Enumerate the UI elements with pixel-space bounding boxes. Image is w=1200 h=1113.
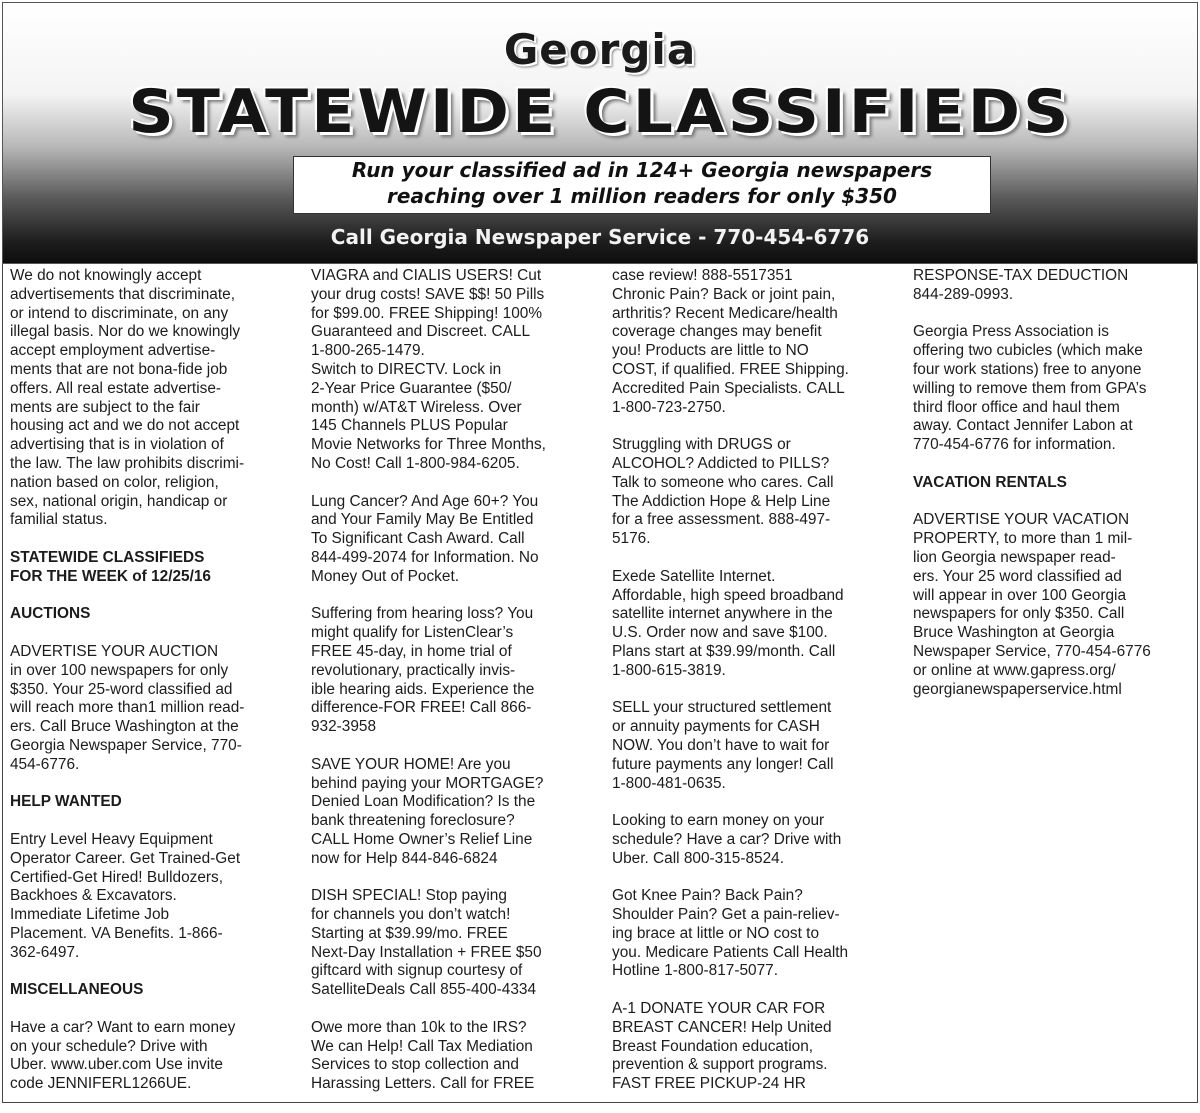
text-line: CALL Home Owner’s Relief Line — [311, 830, 533, 848]
section-heading-auctions: AUCTIONS — [10, 605, 91, 623]
text-line: might qualify for ListenClear’s — [311, 624, 514, 642]
ad-heavy-equipment — [10, 831, 292, 963]
section-heading-miscellaneous: MISCELLANEOUS — [10, 981, 144, 999]
text-line: $350. Your 25-word classified ad — [10, 680, 233, 698]
text-line: Guaranteed and Discreet. CALL — [311, 323, 531, 341]
ad-directv — [311, 361, 593, 474]
text-line: ALCOHOL? Addicted to PILLS? — [612, 454, 830, 472]
text-line: 844-289-0993. — [913, 285, 1014, 303]
text-line: U.S. Order now and save $100. — [612, 624, 828, 642]
text-line: revolutionary, practically invis- — [311, 661, 516, 679]
text-line: offers. All real estate advertise- — [10, 379, 222, 397]
text-line: 1-800-723-2750. — [612, 398, 726, 416]
text-line: 1-800-615-3819. — [612, 661, 726, 679]
text-line: To Significant Cash Award. Call — [311, 530, 525, 548]
text-line: newspapers for only $350. Call — [913, 605, 1125, 623]
ad-lung-cancer — [311, 493, 593, 587]
ad-vacation-property — [913, 511, 1195, 699]
text-line: ADVERTISE YOUR AUCTION — [10, 642, 219, 660]
text-line: ments are subject to the fair — [10, 398, 200, 416]
text-line: Placement. VA Benefits. 1-866- — [10, 924, 223, 942]
text-line: Services to stop collection and — [311, 1056, 519, 1074]
text-line: Looking to earn money on your — [612, 812, 825, 830]
text-line: Shoulder Pain? Get a pain-reliev- — [612, 906, 840, 924]
classifieds-columns — [2, 264, 1198, 1103]
text-line: the law. The law prohibits discrimi- — [10, 454, 245, 472]
column-3 — [612, 267, 894, 1113]
text-line: advertisements that discriminate, — [10, 285, 235, 303]
text-line: Immediate Lifetime Job — [10, 906, 170, 924]
promo-line-2: reaching over 1 million readers for only $350 — [387, 184, 897, 208]
text-line: willing to remove them from GPA’s — [913, 379, 1147, 397]
text-line: Uber. www.uber.com Use invite — [10, 1056, 223, 1074]
banner-title-georgia: Georgia — [503, 25, 697, 74]
text-line: coverage changes may benefit — [612, 323, 822, 341]
text-line: 362-6497. — [10, 943, 80, 961]
text-line: housing act and we do not accept — [10, 417, 240, 435]
text-line: will appear in over 100 Georgia — [913, 586, 1127, 604]
text-line: RESPONSE-TAX DEDUCTION — [913, 267, 1129, 284]
text-line: No Cost! Call 1-800-984-6205. — [311, 454, 520, 472]
ad-uber-drive — [612, 812, 894, 868]
text-line: away. Contact Jennifer Labon at — [913, 417, 1133, 435]
ad-viagra — [311, 267, 593, 361]
text-line: Bruce Washington at Georgia — [913, 624, 1115, 642]
text-line: Newspaper Service, 770-454-6776 — [913, 642, 1151, 660]
promo-box — [293, 156, 991, 214]
text-line: four work stations) free to anyone — [913, 360, 1142, 378]
text-line: The Addiction Hope & Help Line — [612, 492, 831, 510]
text-line: georgianewspaperservice.html — [913, 680, 1122, 698]
text-line: ing brace at little or NO cost to — [612, 924, 820, 942]
ad-donate-car — [612, 1000, 894, 1094]
text-line: ADVERTISE YOUR VACATION — [913, 511, 1130, 529]
ad-addiction-help — [612, 436, 894, 549]
text-line: ers. Call Bruce Washington at the — [10, 718, 239, 736]
text-line: third floor office and haul them — [913, 398, 1120, 416]
text-line: DISH SPECIAL! Stop paying — [311, 887, 507, 905]
disclaimer-paragraph — [10, 267, 292, 530]
text-line: We do not knowingly accept — [10, 267, 202, 284]
text-line: or annuity payments for CASH — [612, 718, 820, 736]
text-line: behind paying your MORTGAGE? — [311, 774, 544, 792]
text-line: prevention & support programs. — [612, 1056, 828, 1074]
text-line: FOR THE WEEK of 12/25/16 — [10, 567, 211, 585]
section-heading-help-wanted: HELP WANTED — [10, 793, 122, 811]
text-line: advertising that is in violation of — [10, 436, 224, 454]
text-line: Next-Day Installation + FREE $50 — [311, 943, 542, 961]
text-line: nation based on color, religion, — [10, 473, 219, 491]
text-line: difference-FOR FREE! Call 866- — [311, 699, 532, 717]
promo-line-1: Run your classified ad in 124+ Georgia newspapers — [351, 158, 933, 182]
ad-uber-invite — [10, 1019, 292, 1094]
text-line: FAST FREE PICKUP-24 HR — [612, 1075, 806, 1093]
text-line: giftcard with signup courtesy of — [311, 962, 523, 980]
text-line: you. Medicare Patients Call Health — [612, 943, 849, 961]
text-line: ible hearing aids. Experience the — [311, 680, 535, 698]
ad-dish-special — [311, 887, 593, 1000]
text-line: Owe more than 10k to the IRS? — [311, 1018, 527, 1036]
text-line: illegal basis. Nor do we knowingly — [10, 323, 241, 341]
text-line: SAVE YOUR HOME! Are you — [311, 755, 511, 773]
text-line: Georgia Newspaper Service, 770- — [10, 736, 242, 754]
text-line: Entry Level Heavy Equipment — [10, 830, 213, 848]
ad-case-review — [612, 267, 894, 286]
text-line: 145 Channels PLUS Popular — [311, 417, 508, 435]
text-line: will reach more than1 million read- — [10, 699, 245, 717]
text-line: offering two cubicles (which make — [913, 342, 1143, 360]
text-line: sex, national origin, handicap or — [10, 492, 228, 510]
column-1 — [10, 267, 292, 1113]
text-line: future payments any longer! Call — [612, 755, 834, 773]
banner-phone-line: Call Georgia Newspaper Service - 770-454-6776 — [330, 225, 870, 249]
text-line: Affordable, high speed broadband — [612, 586, 844, 604]
banner-title-main: STATEWIDE CLASSIFIEDS — [128, 77, 1072, 147]
text-line: you! Products are little to NO — [612, 342, 809, 360]
ad-irs-help — [311, 1019, 593, 1094]
text-line: Uber. Call 800-315-8524. — [612, 849, 784, 867]
text-line: arthritis? Recent Medicare/health — [612, 304, 838, 322]
text-line: Hotline 1-800-817-5077. — [612, 962, 778, 980]
text-line: Got Knee Pain? Back Pain? — [612, 887, 803, 905]
text-line: for $99.00. FREE Shipping! 100% — [311, 304, 543, 322]
text-line: schedule? Have a car? Drive with — [612, 830, 842, 848]
section-heading-vacation-rentals: VACATION RENTALS — [913, 473, 1067, 491]
text-line: STATEWIDE CLASSIFIEDS — [10, 548, 205, 566]
ad-chronic-pain — [612, 286, 894, 418]
text-line: Lung Cancer? And Age 60+? You — [311, 492, 539, 510]
text-line: Breast Foundation education, — [612, 1037, 814, 1055]
text-line: familial status. — [10, 511, 108, 529]
column-2 — [311, 267, 593, 1113]
text-line: FREE 45-day, in home trial of — [311, 642, 512, 660]
text-line: 5176. — [612, 530, 651, 548]
text-line: We can Help! Call Tax Mediation — [311, 1037, 533, 1055]
text-line: VIAGRA and CIALIS USERS! Cut — [311, 267, 542, 284]
text-line: Have a car? Want to earn money — [10, 1018, 236, 1036]
text-line: accept employment advertise- — [10, 342, 216, 360]
text-line: Certified-Get Hired! Bulldozers, — [10, 868, 223, 886]
ad-auctions — [10, 643, 292, 775]
text-line: BREAST CANCER! Help United — [612, 1018, 832, 1036]
text-line: Plans start at $39.99/month. Call — [612, 642, 836, 660]
text-line: Struggling with DRUGS or — [612, 436, 791, 454]
text-line: COST, if qualified. FREE Shipping. — [612, 360, 849, 378]
text-line: lion Georgia newspaper read- — [913, 548, 1116, 566]
text-line: in over 100 newspapers for only — [10, 661, 229, 679]
text-line: Money Out of Pocket. — [311, 567, 459, 585]
text-line: Switch to DIRECTV. Lock in — [311, 360, 502, 378]
text-line: or online at www.gapress.org/ — [913, 661, 1116, 679]
text-line: 770-454-6776 for information. — [913, 436, 1116, 454]
text-line: ments that are not bona-fide job — [10, 360, 228, 378]
text-line: PROPERTY, to more than 1 mil- — [913, 530, 1133, 548]
text-line: 1-800-481-0635. — [612, 774, 726, 792]
text-line: NOW. You don’t have to wait for — [612, 736, 830, 754]
text-line: Exede Satellite Internet. — [612, 567, 776, 585]
header-banner — [2, 2, 1198, 264]
text-line: SELL your structured settlement — [612, 699, 832, 717]
text-line: Backhoes & Excavators. — [10, 887, 177, 905]
text-line: and Your Family May Be Entitled — [311, 511, 534, 529]
ad-cubicles — [913, 323, 1195, 455]
text-line: A-1 DONATE YOUR CAR FOR — [612, 1000, 826, 1018]
text-line: bank threatening foreclosure? — [311, 812, 515, 830]
text-line: 454-6776. — [10, 755, 80, 773]
text-line: Accredited Pain Specialists. CALL — [612, 379, 845, 397]
text-line: for a free assessment. 888-497- — [612, 511, 831, 529]
text-line: Suffering from hearing loss? You — [311, 605, 534, 623]
text-line: ers. Your 25 word classified ad — [913, 567, 1122, 585]
week-heading — [10, 549, 292, 587]
ad-hearing-loss — [311, 605, 593, 737]
column-4 — [913, 267, 1195, 718]
text-line: 1-800-265-1479. — [311, 342, 425, 360]
text-line: Denied Loan Modification? Is the — [311, 793, 536, 811]
ad-tax-deduction — [913, 267, 1195, 305]
text-line: Georgia Press Association is — [913, 323, 1109, 341]
text-line: code JENNIFERL1266UE. — [10, 1075, 192, 1093]
text-line: on your schedule? Drive with — [10, 1037, 208, 1055]
text-line: 932-3958 — [311, 718, 377, 736]
text-line: or intend to discriminate, on any — [10, 304, 229, 322]
text-line: Starting at $39.99/mo. FREE — [311, 924, 508, 942]
text-line: Talk to someone who cares. Call — [612, 473, 834, 491]
text-line: your drug costs! SAVE $$! 50 Pills — [311, 285, 545, 303]
text-line: Chronic Pain? Back or joint pain, — [612, 285, 836, 303]
text-line: now for Help 844-846-6824 — [311, 849, 498, 867]
text-line: 844-499-2074 for Information. No — [311, 548, 539, 566]
ad-save-your-home — [311, 756, 593, 869]
text-line: SatelliteDeals Call 855-400-4334 — [311, 981, 537, 999]
ad-knee-pain — [612, 887, 894, 981]
ad-structured-settlement — [612, 699, 894, 793]
text-line: Harassing Letters. Call for FREE — [311, 1075, 535, 1093]
text-line: Movie Networks for Three Months, — [311, 436, 546, 454]
text-line: for channels you don’t watch! — [311, 906, 511, 924]
text-line: Operator Career. Get Trained-Get — [10, 849, 241, 867]
text-line: satellite internet anywhere in the — [612, 605, 833, 623]
text-line: case review! 888-5517351 — [612, 267, 793, 284]
text-line: 2-Year Price Guarantee ($50/ — [311, 379, 512, 397]
ad-exede-satellite — [612, 568, 894, 681]
text-line: month) w/AT&T Wireless. Over — [311, 398, 522, 416]
